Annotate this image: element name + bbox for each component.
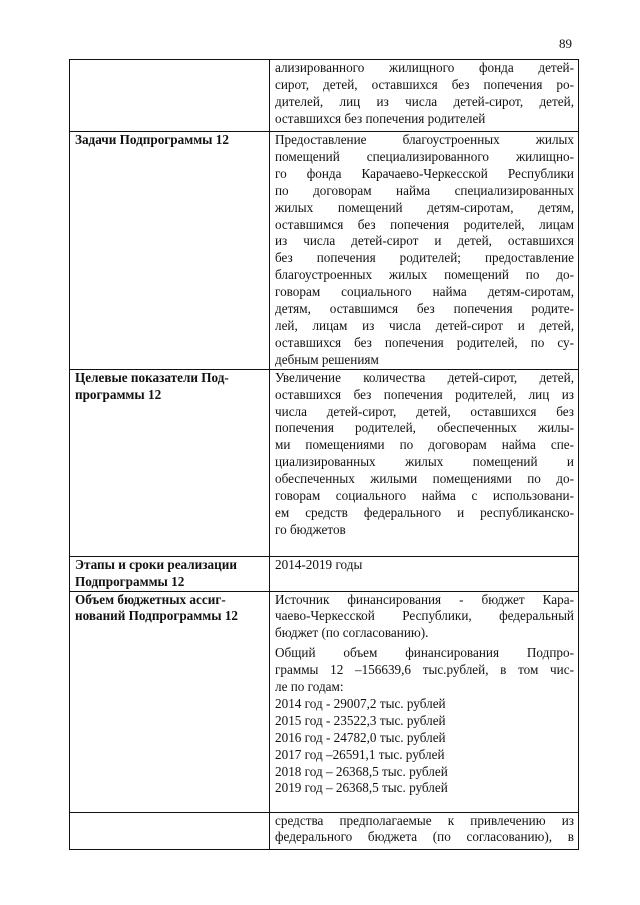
text-line: Общий объем финансирования Подпро-: [275, 645, 574, 661]
text-line: бюджет (по согласованию).: [275, 625, 429, 641]
row-value-federal: [270, 812, 579, 849]
text-line: лей, лицам из числа детей-сирот и детей,: [275, 317, 574, 333]
text-line: обеспеченных жилыми помещениями по до-: [275, 471, 574, 487]
text-line: говорам социального найма с использовани-: [275, 488, 574, 504]
text-line: го бюджетов: [275, 521, 346, 537]
text-line: попечения родителей, обеспеченных жилы-: [275, 420, 574, 436]
text-line: ем средств федерального и республиканско-: [275, 504, 574, 520]
text-line: чаево-Черкесской Республики, федеральный: [275, 608, 574, 624]
year-amount: 2017 год –26591,1 тыс. рублей: [275, 746, 445, 762]
row-value-tasks: [270, 132, 579, 370]
label-text: Подпрограммы 12: [75, 573, 185, 589]
text-line: Предоставление благоустроенных жилых: [275, 132, 574, 147]
text-line: оставшимся без попечения родителей, лицам: [275, 216, 574, 232]
year-amount: 2016 год - 24782,0 тыс. рублей: [275, 729, 446, 745]
text-line: числа детей-сирот, детей, оставшихся без: [275, 403, 574, 419]
text-line: ми помещениями по договорам найма спе-: [275, 437, 574, 453]
text-line: Увеличение количества детей-сирот, детей,: [275, 369, 574, 385]
subprogram-passport-table: [69, 59, 579, 850]
page-number: 89: [559, 36, 572, 51]
table-row-federal: [70, 812, 579, 849]
text-line: благоустроенных жилых помещений по до-: [275, 267, 574, 283]
label-text: нований Подпрограммы 12: [75, 608, 239, 624]
year-amount: 2014 год - 29007,2 тыс. рублей: [275, 695, 446, 711]
text-line: говорам социального найма детям-сиротам,: [275, 284, 574, 300]
label-text: Целевые показатели Под-: [75, 369, 229, 385]
text-line: оставшихся без попечения родителей, по су-: [275, 334, 574, 350]
row-label-empty: [70, 60, 270, 132]
year-amount: 2019 год – 26368,5 тыс. рублей: [275, 780, 448, 796]
table-row-stages: [70, 556, 579, 591]
row-label-tasks: [70, 132, 270, 370]
text-line: ализированного жилищного фонда детей-: [275, 60, 574, 75]
text-line: детям, оставшимся без попечения родите-: [275, 301, 574, 317]
text-line: сирот, детей, оставшихся без попечения ро-: [275, 76, 574, 92]
text-line: оставшихся без попечения родителей: [275, 110, 486, 126]
text-line: помещений специализированного жилищно-: [275, 148, 574, 164]
text-line: граммы 12 –156639,6 тыс.рублей, в том чис-: [275, 662, 574, 678]
row-label-targets: [70, 369, 270, 556]
row-value-budget: [270, 591, 579, 812]
text-line: оставшихся без попечения родителей, лиц из: [275, 386, 574, 402]
row-value-stages: [270, 556, 579, 591]
year-amount: 2018 год – 26368,5 тыс. рублей: [275, 763, 448, 779]
year-amount: 2015 год - 23522,3 тыс. рублей: [275, 712, 446, 728]
text-line: циализированных жилых помещений и: [275, 454, 574, 470]
text-line: ле по годам:: [275, 679, 344, 695]
text-line: жилых помещений детям-сиротам, детям,: [275, 199, 574, 215]
text-line: федерального бюджета (по согласованию), в: [275, 829, 574, 845]
row-value-continuation: [270, 60, 579, 132]
table-row-continuation: [70, 60, 579, 132]
label-text: программы 12: [75, 386, 162, 402]
label-text: Этапы и сроки реализации: [75, 556, 237, 572]
text-line: дебным решениям: [275, 351, 379, 367]
stages-value: 2014-2019 годы: [275, 556, 363, 572]
text-line: средства предполагаемые к привлечению из: [275, 812, 574, 828]
text-line: Источник финансирования - бюджет Кара-: [275, 591, 574, 607]
table-row-budget: [70, 591, 579, 812]
row-label-budget: [70, 591, 270, 812]
text-line: дителей, лиц из числа детей-сирот, детей,: [275, 93, 574, 109]
text-line: из числа детей-сирот и детей, оставшихся: [275, 233, 574, 249]
table-row-tasks: [70, 132, 579, 370]
text-line: го фонда Карачаево-Черкесской Республики: [275, 165, 574, 181]
label-text: Объем бюджетных ассиг-: [75, 591, 226, 607]
row-label-empty: [70, 812, 270, 849]
text-line: без попечения родителей; предоставление: [275, 250, 574, 266]
row-value-targets: [270, 369, 579, 556]
label-text: Задачи Подпрограммы 12: [75, 132, 229, 147]
table-row-targets: [70, 369, 579, 556]
text-line: по договорам найма специализированных: [275, 182, 574, 198]
row-label-stages: [70, 556, 270, 591]
